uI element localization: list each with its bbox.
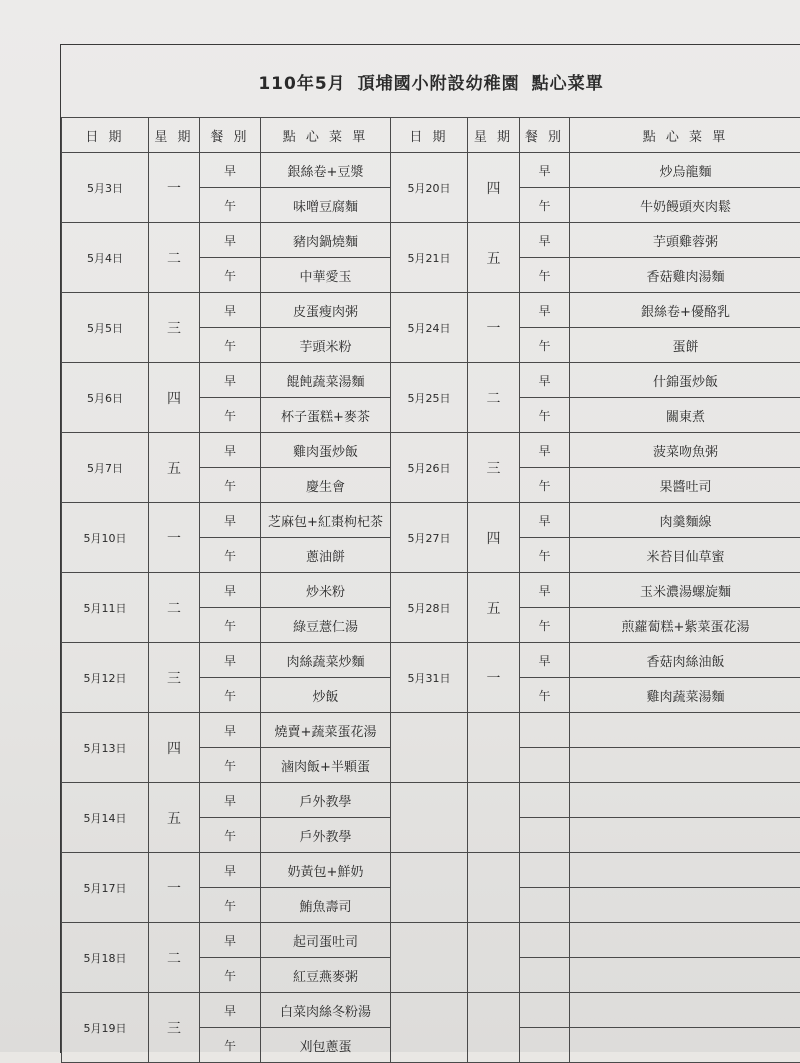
- meal-type-cell: 午: [200, 258, 261, 293]
- meal-type-cell: 早: [520, 223, 570, 258]
- date-cell: 5月19日: [62, 993, 149, 1063]
- snack-item-cell: 果醬吐司: [570, 468, 800, 503]
- table-row: [62, 573, 800, 608]
- empty-cell: [570, 748, 800, 783]
- empty-cell: [570, 923, 800, 958]
- meal-type-cell: 早: [200, 363, 261, 398]
- snack-item-cell: 香菇雞肉湯麵: [570, 258, 800, 293]
- empty-cell: [468, 923, 520, 993]
- weekday-cell: 四: [149, 363, 200, 433]
- snack-item-cell: 炒烏龍麵: [570, 153, 800, 188]
- header-menu-left: 點 心 菜 單: [261, 118, 391, 153]
- weekday-cell: 三: [468, 433, 520, 503]
- empty-cell: [520, 713, 570, 748]
- meal-type-cell: 早: [520, 503, 570, 538]
- snack-item-cell: 綠豆薏仁湯: [261, 608, 391, 643]
- weekday-cell: 五: [149, 433, 200, 503]
- header-menu-right: 點 心 菜 單: [570, 118, 800, 153]
- snack-item-cell: 雞肉蛋炒飯: [261, 433, 391, 468]
- snack-item-cell: 豬肉鍋燒麵: [261, 223, 391, 258]
- snack-item-cell: 肉羹麵線: [570, 503, 800, 538]
- meal-type-cell: 午: [520, 328, 570, 363]
- snack-item-cell: 炒飯: [261, 678, 391, 713]
- snack-item-cell: 米苔目仙草蜜: [570, 538, 800, 573]
- empty-cell: [570, 818, 800, 853]
- empty-cell: [520, 958, 570, 993]
- snack-item-cell: 蔥油餅: [261, 538, 391, 573]
- meal-type-cell: 早: [200, 153, 261, 188]
- meal-type-cell: 午: [200, 608, 261, 643]
- date-cell: 5月18日: [62, 923, 149, 993]
- meal-type-cell: 早: [200, 293, 261, 328]
- header-meal-right: 餐 別: [520, 118, 570, 153]
- date-cell: 5月10日: [62, 503, 149, 573]
- table-row: [62, 293, 800, 328]
- menu-sheet: [60, 44, 800, 1053]
- meal-type-cell: 午: [200, 398, 261, 433]
- snack-item-cell: 紅豆燕麥粥: [261, 958, 391, 993]
- snack-item-cell: 白菜肉絲冬粉湯: [261, 993, 391, 1028]
- empty-cell: [391, 783, 468, 853]
- meal-type-cell: 午: [200, 678, 261, 713]
- snack-item-cell: 刈包蔥蛋: [261, 1028, 391, 1063]
- header-date-right: 日 期: [391, 118, 468, 153]
- empty-cell: [570, 1028, 800, 1063]
- table-row: [62, 853, 800, 888]
- menu-table: [61, 117, 800, 1063]
- snack-item-cell: 滷肉飯+半顆蛋: [261, 748, 391, 783]
- table-row: [62, 433, 800, 468]
- meal-type-cell: 早: [200, 853, 261, 888]
- snack-item-cell: 菠菜吻魚粥: [570, 433, 800, 468]
- meal-type-cell: 午: [200, 328, 261, 363]
- weekday-cell: 四: [468, 153, 520, 223]
- menu-body: [62, 153, 800, 1063]
- empty-cell: [520, 818, 570, 853]
- header-weekday-right: 星 期: [468, 118, 520, 153]
- empty-cell: [570, 958, 800, 993]
- weekday-cell: 一: [468, 293, 520, 363]
- empty-cell: [468, 713, 520, 783]
- snack-item-cell: 什錦蛋炒飯: [570, 363, 800, 398]
- meal-type-cell: 午: [520, 398, 570, 433]
- empty-cell: [520, 748, 570, 783]
- empty-cell: [570, 888, 800, 923]
- empty-cell: [391, 993, 468, 1063]
- snack-item-cell: 燒賣+蔬菜蛋花湯: [261, 713, 391, 748]
- weekday-cell: 三: [149, 993, 200, 1063]
- snack-item-cell: 皮蛋瘦肉粥: [261, 293, 391, 328]
- empty-cell: [520, 783, 570, 818]
- table-row: [62, 643, 800, 678]
- snack-item-cell: 芋頭雞蓉粥: [570, 223, 800, 258]
- header-weekday-left: 星 期: [149, 118, 200, 153]
- weekday-cell: 一: [149, 503, 200, 573]
- empty-cell: [391, 853, 468, 923]
- meal-type-cell: 早: [200, 993, 261, 1028]
- date-cell: 5月25日: [391, 363, 468, 433]
- table-row: [62, 713, 800, 748]
- empty-cell: [520, 923, 570, 958]
- weekday-cell: 五: [149, 783, 200, 853]
- meal-type-cell: 午: [200, 1028, 261, 1063]
- snack-item-cell: 蛋餅: [570, 328, 800, 363]
- meal-type-cell: 午: [520, 468, 570, 503]
- weekday-cell: 四: [468, 503, 520, 573]
- meal-type-cell: 午: [200, 958, 261, 993]
- meal-type-cell: 早: [200, 643, 261, 678]
- table-row: [62, 783, 800, 818]
- empty-cell: [570, 993, 800, 1028]
- empty-cell: [570, 713, 800, 748]
- snack-item-cell: 味噌豆腐麵: [261, 188, 391, 223]
- weekday-cell: 一: [149, 853, 200, 923]
- weekday-cell: 四: [149, 713, 200, 783]
- date-cell: 5月4日: [62, 223, 149, 293]
- weekday-cell: 二: [149, 573, 200, 643]
- date-cell: 5月26日: [391, 433, 468, 503]
- empty-cell: [391, 713, 468, 783]
- snack-item-cell: 芋頭米粉: [261, 328, 391, 363]
- date-cell: 5月7日: [62, 433, 149, 503]
- empty-cell: [520, 993, 570, 1028]
- date-cell: 5月24日: [391, 293, 468, 363]
- date-cell: 5月20日: [391, 153, 468, 223]
- snack-item-cell: 肉絲蔬菜炒麵: [261, 643, 391, 678]
- weekday-cell: 二: [468, 363, 520, 433]
- table-row: [62, 923, 800, 958]
- snack-item-cell: 炒米粉: [261, 573, 391, 608]
- empty-cell: [520, 888, 570, 923]
- date-cell: 5月31日: [391, 643, 468, 713]
- header-meal-left: 餐 別: [200, 118, 261, 153]
- weekday-cell: 一: [468, 643, 520, 713]
- meal-type-cell: 早: [520, 573, 570, 608]
- weekday-cell: 三: [149, 643, 200, 713]
- meal-type-cell: 早: [520, 293, 570, 328]
- snack-item-cell: 餛飩蔬菜湯麵: [261, 363, 391, 398]
- snack-item-cell: 奶黃包+鮮奶: [261, 853, 391, 888]
- meal-type-cell: 午: [200, 468, 261, 503]
- table-header-row: [62, 118, 800, 153]
- meal-type-cell: 午: [200, 748, 261, 783]
- date-cell: 5月14日: [62, 783, 149, 853]
- meal-type-cell: 早: [520, 153, 570, 188]
- meal-type-cell: 早: [520, 433, 570, 468]
- table-row: [62, 993, 800, 1028]
- date-cell: 5月3日: [62, 153, 149, 223]
- meal-type-cell: 午: [520, 678, 570, 713]
- meal-type-cell: 午: [520, 188, 570, 223]
- empty-cell: [468, 993, 520, 1063]
- date-cell: 5月27日: [391, 503, 468, 573]
- weekday-cell: 二: [149, 223, 200, 293]
- snack-item-cell: 牛奶饅頭夾肉鬆: [570, 188, 800, 223]
- meal-type-cell: 早: [200, 433, 261, 468]
- meal-type-cell: 早: [520, 643, 570, 678]
- snack-item-cell: 銀絲卷+優酪乳: [570, 293, 800, 328]
- meal-type-cell: 早: [200, 783, 261, 818]
- date-cell: 5月6日: [62, 363, 149, 433]
- weekday-cell: 一: [149, 153, 200, 223]
- weekday-cell: 五: [468, 223, 520, 293]
- snack-item-cell: 起司蛋吐司: [261, 923, 391, 958]
- date-cell: 5月13日: [62, 713, 149, 783]
- weekday-cell: 二: [149, 923, 200, 993]
- title-school: 頂埔國小附設幼稚園: [358, 69, 520, 94]
- meal-type-cell: 早: [200, 503, 261, 538]
- table-row: [62, 503, 800, 538]
- meal-type-cell: 午: [520, 538, 570, 573]
- meal-type-cell: 午: [520, 608, 570, 643]
- snack-item-cell: 玉米濃湯螺旋麵: [570, 573, 800, 608]
- snack-item-cell: 關東煮: [570, 398, 800, 433]
- meal-type-cell: 早: [200, 223, 261, 258]
- meal-type-cell: 午: [200, 538, 261, 573]
- table-row: [62, 363, 800, 398]
- meal-type-cell: 午: [200, 888, 261, 923]
- table-row: [62, 153, 800, 188]
- meal-type-cell: 午: [200, 188, 261, 223]
- meal-type-cell: 早: [200, 923, 261, 958]
- snack-item-cell: 杯子蛋糕+麥茶: [261, 398, 391, 433]
- empty-cell: [570, 853, 800, 888]
- meal-type-cell: 午: [200, 818, 261, 853]
- snack-item-cell: 煎蘿蔔糕+紫菜蛋花湯: [570, 608, 800, 643]
- title-menu: 點心菜單: [532, 69, 604, 94]
- page-title: [61, 45, 800, 118]
- date-cell: 5月17日: [62, 853, 149, 923]
- snack-item-cell: 慶生會: [261, 468, 391, 503]
- date-cell: 5月11日: [62, 573, 149, 643]
- snack-item-cell: 雞肉蔬菜湯麵: [570, 678, 800, 713]
- date-cell: 5月5日: [62, 293, 149, 363]
- empty-cell: [468, 853, 520, 923]
- date-cell: 5月12日: [62, 643, 149, 713]
- snack-item-cell: 鮪魚壽司: [261, 888, 391, 923]
- meal-type-cell: 早: [520, 363, 570, 398]
- snack-item-cell: 芝麻包+紅棗枸杞茶: [261, 503, 391, 538]
- empty-cell: [391, 923, 468, 993]
- weekday-cell: 五: [468, 573, 520, 643]
- snack-item-cell: 銀絲卷+豆漿: [261, 153, 391, 188]
- weekday-cell: 三: [149, 293, 200, 363]
- empty-cell: [570, 783, 800, 818]
- date-cell: 5月21日: [391, 223, 468, 293]
- snack-item-cell: 戶外教學: [261, 818, 391, 853]
- meal-type-cell: 午: [520, 258, 570, 293]
- meal-type-cell: 早: [200, 713, 261, 748]
- empty-cell: [468, 783, 520, 853]
- empty-cell: [520, 853, 570, 888]
- table-row: [62, 223, 800, 258]
- meal-type-cell: 早: [200, 573, 261, 608]
- title-month: 110年5月: [258, 69, 345, 94]
- snack-item-cell: 香菇肉絲油飯: [570, 643, 800, 678]
- snack-item-cell: 戶外教學: [261, 783, 391, 818]
- date-cell: 5月28日: [391, 573, 468, 643]
- header-date-left: 日 期: [62, 118, 149, 153]
- empty-cell: [520, 1028, 570, 1063]
- snack-item-cell: 中華愛玉: [261, 258, 391, 293]
